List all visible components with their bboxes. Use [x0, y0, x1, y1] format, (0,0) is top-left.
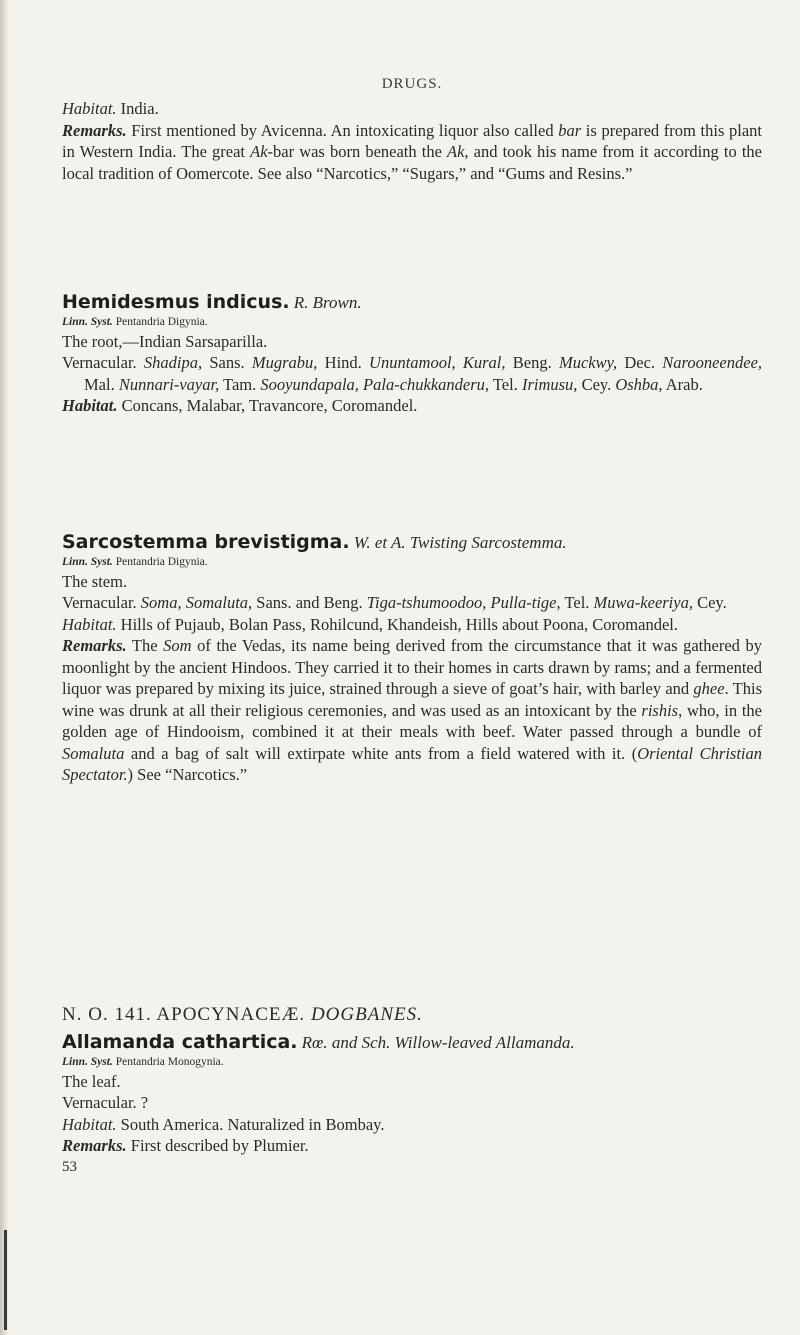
species-name: Allamanda cathartica. — [62, 1031, 298, 1053]
linn-class: Pentandria Monogynia. — [115, 1055, 224, 1068]
remarks-text: , and took his name from it according to the local tradition of Oomercote. See also “Narcotics,” “Sugars,” and “Gums and Resins.” — [62, 142, 762, 183]
language: Sans. and Beng. — [252, 593, 367, 612]
entry-heading — [62, 1032, 762, 1054]
habitat-text: Hills of Pujaub, Bolan Pass, Rohilcund, Khandeish, Hills about Poona, Coromandel. — [120, 614, 678, 634]
remarks-text: The — [131, 636, 164, 655]
remarks-text: and a bag of salt will extirpate white ants from a field watered with it. ( — [124, 743, 638, 763]
habitat-label: Habitat. — [62, 1114, 117, 1134]
order-number: N. O. 141. — [62, 1004, 152, 1025]
linnaean-system — [62, 314, 762, 331]
remarks-text: , who, in the golden age of Hindooism, combined it at their meals with beef. Water passed through a bundle of — [62, 700, 762, 741]
remarks-text: ) See “Narcotics.” — [127, 765, 248, 784]
vernacular-name: Shadipa, — [143, 353, 203, 372]
language: Beng. — [505, 353, 559, 372]
linnaean-system — [62, 554, 762, 571]
vernacular-name: ? — [140, 1093, 149, 1112]
habitat-text: Concans, Malabar, Travancore, Coromandel. — [121, 396, 418, 415]
part-used: The leaf. — [62, 1071, 121, 1091]
remarks-text: is prepared from this plant in Western India. The great — [62, 120, 763, 161]
family-name: APOCYNACEÆ. — [156, 1004, 306, 1025]
habitat — [62, 1114, 762, 1136]
vernacular-name: Muwa-keeriya, — [593, 593, 693, 612]
linn-label: Linn. Syst. — [62, 315, 113, 328]
species-authority: R. Brown. — [293, 293, 362, 312]
language: Cey. — [692, 593, 727, 612]
linnaean-system — [62, 1054, 762, 1071]
vernacular-label: Vernacular. — [62, 353, 137, 372]
linn-class: Pentandria Digynia. — [115, 315, 208, 328]
language: Cey. — [577, 374, 616, 394]
species-name: Sarcostemma brevistigma. — [62, 531, 350, 553]
common-name: Twisting Sarcostemma. — [409, 533, 567, 552]
language: Tam. — [219, 374, 261, 394]
intro-habitat — [62, 98, 762, 120]
vernacular-name: Oshba, — [615, 374, 663, 394]
vernacular-name: Muckwy, — [558, 353, 618, 372]
language: Hind. — [317, 353, 370, 372]
habitat-label: Habitat. — [62, 396, 118, 415]
entry-sarcostemma — [62, 532, 762, 786]
vernacular-name: Tiga-tshumoodoo, Pulla-tige, — [366, 593, 561, 612]
remarks-term: rishis — [641, 700, 679, 720]
vernacular-names — [62, 352, 762, 395]
intro-remarks — [62, 120, 762, 185]
remarks-term: bar — [558, 120, 582, 140]
species-authority: Rœ. and Sch. — [301, 1033, 391, 1052]
page-number: 53 — [62, 1158, 77, 1175]
remarks-text: -bar was born beneath the — [267, 142, 448, 161]
linn-class: Pentandria Digynia. — [115, 555, 208, 568]
page-edge-mark — [4, 1230, 7, 1330]
remarks-term: Ak — [447, 142, 465, 161]
linn-label: Linn. Syst. — [62, 1055, 113, 1068]
remarks-term: ghee — [693, 679, 725, 698]
vernacular-name: Ununtamool, Kural, — [369, 353, 506, 372]
habitat — [62, 395, 762, 417]
part-used: The root,—Indian Sarsaparilla. — [62, 331, 268, 351]
remarks-label: Remarks. — [62, 1136, 127, 1155]
remarks-label: Remarks. — [62, 120, 127, 140]
running-head: DRUGS. — [381, 76, 443, 92]
citation: Oriental Christian Spectator. — [62, 743, 762, 784]
habitat — [62, 614, 762, 636]
vernacular-name: Soma, Somaluta, — [140, 593, 253, 612]
common-name: Willow-leaved Allamanda. — [394, 1033, 575, 1052]
remarks-text: . This wine was drunk at all their religious ceremonies, and was used as an intoxicant by the — [62, 679, 762, 720]
entry-heading — [62, 292, 762, 314]
habitat-label: Habitat. — [62, 99, 117, 118]
vernacular-label: Vernacular. — [62, 593, 137, 612]
entry-allamanda — [62, 1032, 762, 1178]
language: Dec. — [617, 353, 663, 372]
linn-label: Linn. Syst. — [62, 555, 113, 568]
language: Mal. — [84, 374, 119, 394]
intro-section — [62, 98, 762, 184]
part-used: The stem. — [62, 571, 128, 591]
remarks-term: Ak — [250, 142, 268, 161]
remarks-term: Somaluta — [62, 743, 125, 763]
vernacular-name: Nunnari-vayar, — [118, 374, 220, 394]
entry-heading — [62, 532, 762, 554]
language: Arab. — [662, 374, 703, 394]
vernacular-name: Narooneendee, — [662, 353, 763, 372]
habitat-label: Habitat. — [62, 614, 117, 634]
remarks-text: of the Vedas, its name being derived from the circumstance that it was gathered by moonlight by the ancient Hindoos. They carried it to their homes in carts drawn by rams; and a fermented liquor was prepared by mixing its juice, strained through a sieve of goat’s hair, with barley and — [62, 636, 762, 698]
family-line — [62, 1004, 762, 1026]
vernacular-name: Irimusu, — [521, 374, 578, 394]
remarks-term: Som — [163, 636, 192, 655]
binding-shadow — [0, 0, 10, 1335]
vernacular-name: Sooyundapala, Pala-chukkanderu, — [260, 374, 490, 394]
habitat-text: South America. Naturalized in Bombay. — [120, 1114, 385, 1134]
family-common-name: DOGBANES. — [310, 1004, 423, 1025]
vernacular-names — [62, 592, 762, 614]
species-name: Hemidesmus indicus. — [62, 291, 290, 313]
vernacular-name: Mugrabu, — [251, 353, 318, 372]
remarks-text: First mentioned by Avicenna. An intoxicating liquor also called — [131, 120, 559, 140]
habitat-text: India. — [120, 99, 159, 118]
entry-hemidesmus — [62, 292, 762, 417]
natural-order-heading — [62, 1004, 762, 1026]
species-authority: W. et A. — [353, 533, 406, 552]
remarks-text: First described by Plumier. — [130, 1136, 309, 1155]
remarks — [62, 1135, 762, 1157]
remarks — [62, 635, 762, 786]
language: Tel. — [560, 593, 594, 612]
language: Tel. — [489, 374, 522, 394]
vernacular-names — [62, 1092, 762, 1114]
language: Sans. — [202, 353, 252, 372]
remarks-label: Remarks. — [62, 636, 127, 655]
vernacular-label: Vernacular. — [62, 1093, 137, 1112]
